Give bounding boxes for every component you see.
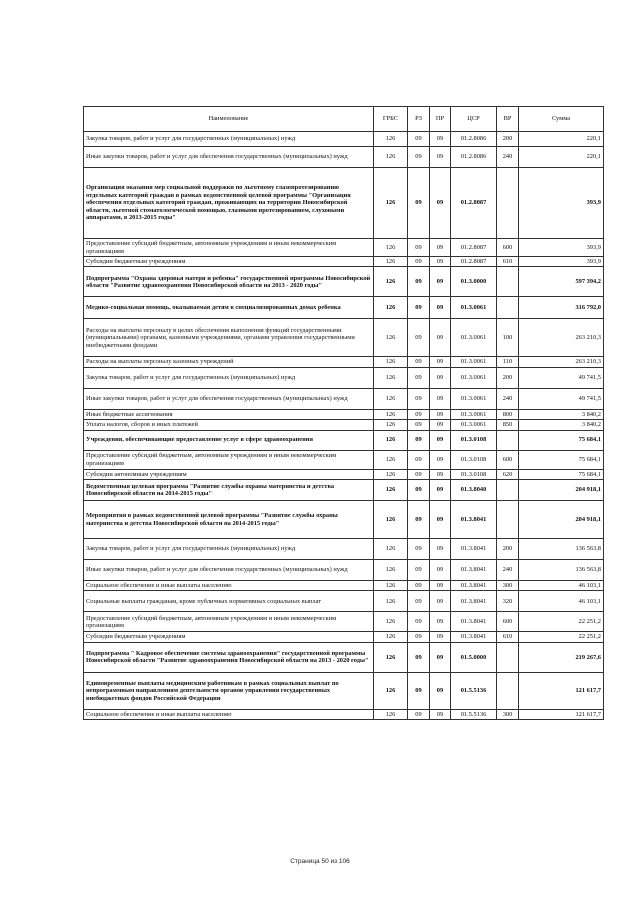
header-rz: РЗ <box>408 107 430 132</box>
table-row <box>84 297 604 319</box>
cell-grbs: 126 <box>374 319 408 357</box>
cell-pr: 09 <box>430 257 451 267</box>
cell-sum: 46 103,1 <box>519 581 604 591</box>
cell-rz: 09 <box>408 642 430 672</box>
cell-grbs: 126 <box>374 357 408 367</box>
cell-vr: 240 <box>497 388 519 409</box>
cell-vr: 600 <box>497 612 519 632</box>
cell-sum: 597 394,2 <box>519 267 604 297</box>
cell-name: Расходы на выплаты персоналу казенных учреждений <box>84 357 374 367</box>
cell-pr: 09 <box>430 132 451 147</box>
cell-rz: 09 <box>408 560 430 581</box>
cell-sum: 121 617,7 <box>519 709 604 719</box>
cell-sum: 46 103,1 <box>519 591 604 612</box>
table-row <box>84 709 604 719</box>
cell-csr: 01.2.8087 <box>451 168 497 239</box>
cell-vr: 320 <box>497 591 519 612</box>
table-header-row <box>84 107 604 132</box>
cell-name: Уплата налогов, сборов и иных платежей <box>84 420 374 430</box>
cell-vr: 600 <box>497 450 519 469</box>
cell-name: Подпрограмма " Кадровое обеспечение системы здравоохранения" государственной программы Новосибирской области "Развитие здравоохранения Новосибирской области на 2013 - 2020 годы" <box>84 642 374 672</box>
table-row <box>84 672 604 709</box>
cell-sum: 121 617,7 <box>519 672 604 709</box>
budget-table <box>83 106 604 720</box>
cell-vr: 610 <box>497 257 519 267</box>
cell-name: Организация оказания мер социальной поддержки по льготному глазопротезированию отдельных категорий граждан в рамках ведомственной целевой программы "Организация обеспечения отдельных категорий граждан, проживающих на территории Новосибирской области, льготной стоматологической помощью, глазными протезированием, слуховыми аппаратами, в 2013-2015 годы" <box>84 168 374 239</box>
cell-vr: 300 <box>497 709 519 719</box>
cell-pr: 09 <box>430 539 451 560</box>
table-row <box>84 591 604 612</box>
cell-pr: 09 <box>430 388 451 409</box>
cell-vr <box>497 672 519 709</box>
cell-grbs: 126 <box>374 672 408 709</box>
cell-sum: 136 563,8 <box>519 560 604 581</box>
cell-vr <box>497 642 519 672</box>
cell-name: Социальные выплаты гражданам, кроме публичных нормативных социальных выплат <box>84 591 374 612</box>
cell-pr: 09 <box>430 147 451 168</box>
cell-name: Социальное обеспечение и иные выплаты населению <box>84 709 374 719</box>
cell-grbs: 126 <box>374 420 408 430</box>
cell-sum: 263 210,3 <box>519 357 604 367</box>
cell-grbs: 126 <box>374 469 408 479</box>
cell-pr: 09 <box>430 560 451 581</box>
cell-pr: 09 <box>430 501 451 539</box>
cell-csr: 01.3.8041 <box>451 581 497 591</box>
cell-name: Иные закупки товаров, работ и услуг для обеспечения государственных (муниципальных) нужд <box>84 560 374 581</box>
cell-rz: 09 <box>408 672 430 709</box>
cell-name: Иные закупки товаров, работ и услуг для обеспечения государственных (муниципальных) нужд <box>84 388 374 409</box>
cell-csr: 01.3.0061 <box>451 388 497 409</box>
table-row <box>84 319 604 357</box>
cell-csr: 01.5.0000 <box>451 642 497 672</box>
cell-vr: 300 <box>497 581 519 591</box>
cell-name: Учреждения, обеспечивающие предоставление услуг в сфере здравоохранения <box>84 430 374 450</box>
cell-sum: 75 684,1 <box>519 450 604 469</box>
cell-sum: 219 267,6 <box>519 642 604 672</box>
cell-csr: 01.3.0061 <box>451 420 497 430</box>
cell-grbs: 126 <box>374 257 408 267</box>
table-row <box>84 642 604 672</box>
cell-csr: 01.3.8041 <box>451 539 497 560</box>
cell-rz: 09 <box>408 612 430 632</box>
cell-rz: 09 <box>408 581 430 591</box>
cell-rz: 09 <box>408 147 430 168</box>
cell-csr: 01.3.0108 <box>451 450 497 469</box>
cell-rz: 09 <box>408 632 430 642</box>
cell-pr: 09 <box>430 632 451 642</box>
cell-csr: 01.5.5136 <box>451 672 497 709</box>
cell-grbs: 126 <box>374 239 408 257</box>
cell-grbs: 126 <box>374 132 408 147</box>
cell-grbs: 126 <box>374 430 408 450</box>
cell-csr: 01.3.8041 <box>451 560 497 581</box>
cell-rz: 09 <box>408 469 430 479</box>
table-row <box>84 357 604 367</box>
cell-vr <box>497 297 519 319</box>
cell-sum: 22 251,2 <box>519 612 604 632</box>
header-vr: ВР <box>497 107 519 132</box>
cell-rz: 09 <box>408 257 430 267</box>
table-row <box>84 469 604 479</box>
table-row <box>84 168 604 239</box>
cell-sum: 204 918,1 <box>519 480 604 501</box>
cell-grbs: 126 <box>374 168 408 239</box>
cell-vr: 100 <box>497 319 519 357</box>
cell-sum: 22 251,2 <box>519 632 604 642</box>
cell-sum: 393,9 <box>519 257 604 267</box>
cell-vr: 240 <box>497 560 519 581</box>
cell-name: Предоставление субсидий бюджетным, автономным учреждениям и иным некоммерческим организациям <box>84 239 374 257</box>
cell-pr: 09 <box>430 267 451 297</box>
cell-vr: 800 <box>497 409 519 419</box>
cell-grbs: 126 <box>374 642 408 672</box>
table-row <box>84 612 604 632</box>
cell-sum: 3 840,2 <box>519 420 604 430</box>
cell-pr: 09 <box>430 450 451 469</box>
cell-rz: 09 <box>408 450 430 469</box>
cell-vr: 610 <box>497 632 519 642</box>
cell-vr: 200 <box>497 132 519 147</box>
table-row <box>84 267 604 297</box>
cell-vr <box>497 501 519 539</box>
cell-vr <box>497 168 519 239</box>
cell-vr: 600 <box>497 239 519 257</box>
cell-csr: 01.3.0108 <box>451 430 497 450</box>
cell-pr: 09 <box>430 672 451 709</box>
table-row <box>84 420 604 430</box>
cell-sum: 75 684,1 <box>519 469 604 479</box>
cell-vr <box>497 430 519 450</box>
cell-vr <box>497 480 519 501</box>
cell-sum: 49 741,5 <box>519 388 604 409</box>
cell-name: Субсидии автономным учреждениям <box>84 469 374 479</box>
cell-csr: 01.3.8041 <box>451 501 497 539</box>
cell-pr: 09 <box>430 319 451 357</box>
cell-csr: 01.3.0108 <box>451 469 497 479</box>
cell-csr: 01.3.0061 <box>451 297 497 319</box>
cell-pr: 09 <box>430 469 451 479</box>
cell-name: Мероприятия в рамках ведомственной целевой программы "Развитие службы охраны материнства и детства Новосибирской области на 2014-2015 годы" <box>84 501 374 539</box>
cell-rz: 09 <box>408 409 430 419</box>
cell-pr: 09 <box>430 367 451 388</box>
cell-grbs: 126 <box>374 581 408 591</box>
cell-sum: 136 563,8 <box>519 539 604 560</box>
cell-csr: 01.5.5136 <box>451 709 497 719</box>
cell-csr: 01.3.0000 <box>451 267 497 297</box>
cell-name: Закупка товаров, работ и услуг для государственных (муниципальных) нужд <box>84 539 374 560</box>
table-row <box>84 367 604 388</box>
cell-grbs: 126 <box>374 709 408 719</box>
cell-rz: 09 <box>408 709 430 719</box>
cell-rz: 09 <box>408 239 430 257</box>
table-row <box>84 480 604 501</box>
cell-name: Медико-социальная помощь, оказываемая детям в специализированных домах ребенка <box>84 297 374 319</box>
cell-name: Закупка товаров, работ и услуг для государственных (муниципальных) нужд <box>84 367 374 388</box>
cell-pr: 09 <box>430 409 451 419</box>
cell-sum: 75 684,1 <box>519 430 604 450</box>
cell-csr: 01.3.0061 <box>451 367 497 388</box>
cell-vr: 200 <box>497 367 519 388</box>
cell-pr: 09 <box>430 297 451 319</box>
cell-csr: 01.2.8087 <box>451 257 497 267</box>
cell-rz: 09 <box>408 367 430 388</box>
cell-name: Субсидии бюджетным учреждениям <box>84 257 374 267</box>
cell-name: Подпрограмма "Охрана здоровья матери и ребенка" государственной программы Новосибирской области "Развитие здравоохранения Новосибирской области на 2013 - 2020 годы" <box>84 267 374 297</box>
table-row <box>84 450 604 469</box>
cell-pr: 09 <box>430 612 451 632</box>
cell-name: Субсидии бюджетным учреждениям <box>84 632 374 642</box>
table-row <box>84 539 604 560</box>
cell-csr: 01.3.8041 <box>451 632 497 642</box>
cell-rz: 09 <box>408 132 430 147</box>
cell-csr: 01.3.0061 <box>451 409 497 419</box>
cell-grbs: 126 <box>374 480 408 501</box>
cell-pr: 09 <box>430 480 451 501</box>
cell-grbs: 126 <box>374 612 408 632</box>
cell-vr: 200 <box>497 539 519 560</box>
cell-name: Предоставление субсидий бюджетным, автономным учреждениям и иным некоммерческим организациям <box>84 450 374 469</box>
cell-grbs: 126 <box>374 267 408 297</box>
cell-grbs: 126 <box>374 450 408 469</box>
cell-pr: 09 <box>430 420 451 430</box>
cell-name: Социальное обеспечение и иные выплаты населению <box>84 581 374 591</box>
cell-csr: 01.2.8086 <box>451 132 497 147</box>
cell-csr: 01.3.0061 <box>451 357 497 367</box>
cell-rz: 09 <box>408 388 430 409</box>
table-row <box>84 388 604 409</box>
cell-grbs: 126 <box>374 591 408 612</box>
table-row <box>84 257 604 267</box>
table-row <box>84 560 604 581</box>
cell-csr: 01.2.8087 <box>451 239 497 257</box>
cell-grbs: 126 <box>374 632 408 642</box>
cell-grbs: 126 <box>374 409 408 419</box>
cell-pr: 09 <box>430 168 451 239</box>
cell-rz: 09 <box>408 501 430 539</box>
cell-rz: 09 <box>408 267 430 297</box>
cell-vr: 110 <box>497 357 519 367</box>
header-grbs: ГРБС <box>374 107 408 132</box>
cell-pr: 09 <box>430 357 451 367</box>
table-row <box>84 581 604 591</box>
cell-rz: 09 <box>408 480 430 501</box>
cell-rz: 09 <box>408 357 430 367</box>
header-csr: ЦСР <box>451 107 497 132</box>
cell-sum: 3 840,2 <box>519 409 604 419</box>
cell-sum: 220,1 <box>519 147 604 168</box>
cell-csr: 01.3.8041 <box>451 591 497 612</box>
header-sum: Сумма <box>519 107 604 132</box>
cell-name: Расходы на выплаты персоналу в целях обеспечения выполнения функций государственными (муниципальными) органами, казенными учреждениями, органами управления государственными внебюджетными фондами <box>84 319 374 357</box>
cell-rz: 09 <box>408 168 430 239</box>
cell-name: Ведомственная целевая программа "Развитие службы охраны материнства и детства Новосибирской области на 2014-2015 годы" <box>84 480 374 501</box>
cell-name: Иные закупки товаров, работ и услуг для обеспечения государственных (муниципальных) нужд <box>84 147 374 168</box>
cell-rz: 09 <box>408 430 430 450</box>
table-row <box>84 147 604 168</box>
table-row <box>84 132 604 147</box>
cell-grbs: 126 <box>374 297 408 319</box>
cell-sum: 220,1 <box>519 132 604 147</box>
cell-sum: 393,9 <box>519 168 604 239</box>
cell-rz: 09 <box>408 420 430 430</box>
cell-grbs: 126 <box>374 367 408 388</box>
cell-rz: 09 <box>408 319 430 357</box>
cell-csr: 01.3.8041 <box>451 612 497 632</box>
cell-sum: 263 210,3 <box>519 319 604 357</box>
cell-pr: 09 <box>430 581 451 591</box>
cell-pr: 09 <box>430 430 451 450</box>
header-name: Наименование <box>84 107 374 132</box>
cell-pr: 09 <box>430 709 451 719</box>
cell-rz: 09 <box>408 297 430 319</box>
header-pr: ПР <box>430 107 451 132</box>
table-row <box>84 632 604 642</box>
cell-name: Иные бюджетные ассигнования <box>84 409 374 419</box>
cell-pr: 09 <box>430 591 451 612</box>
cell-grbs: 126 <box>374 560 408 581</box>
table-body <box>84 132 604 720</box>
cell-vr: 240 <box>497 147 519 168</box>
cell-pr: 09 <box>430 642 451 672</box>
cell-name: Закупка товаров, работ и услуг для государственных (муниципальных) нужд <box>84 132 374 147</box>
table-row <box>84 409 604 419</box>
cell-sum: 204 918,1 <box>519 501 604 539</box>
cell-name: Предоставление субсидий бюджетным, автономным учреждениям и иным некоммерческим организациям <box>84 612 374 632</box>
table-row <box>84 501 604 539</box>
cell-grbs: 126 <box>374 388 408 409</box>
cell-grbs: 126 <box>374 539 408 560</box>
cell-grbs: 126 <box>374 147 408 168</box>
cell-csr: 01.3.0061 <box>451 319 497 357</box>
table-row <box>84 430 604 450</box>
cell-rz: 09 <box>408 591 430 612</box>
cell-sum: 49 741,5 <box>519 367 604 388</box>
cell-sum: 316 792,0 <box>519 297 604 319</box>
cell-grbs: 126 <box>374 501 408 539</box>
cell-vr <box>497 267 519 297</box>
table-row <box>84 239 604 257</box>
cell-vr: 620 <box>497 469 519 479</box>
cell-csr: 01.2.8086 <box>451 147 497 168</box>
cell-name: Единовременные выплаты медицинским работникам в рамках социальных выплат по непрограммным направлениям деятельности органов управления государственных внебюджетных фондов Российской Федерации <box>84 672 374 709</box>
cell-csr: 01.3.8040 <box>451 480 497 501</box>
cell-vr: 850 <box>497 420 519 430</box>
page-number: Страница 50 из 106 <box>290 858 350 865</box>
cell-sum: 393,9 <box>519 239 604 257</box>
cell-pr: 09 <box>430 239 451 257</box>
cell-rz: 09 <box>408 539 430 560</box>
